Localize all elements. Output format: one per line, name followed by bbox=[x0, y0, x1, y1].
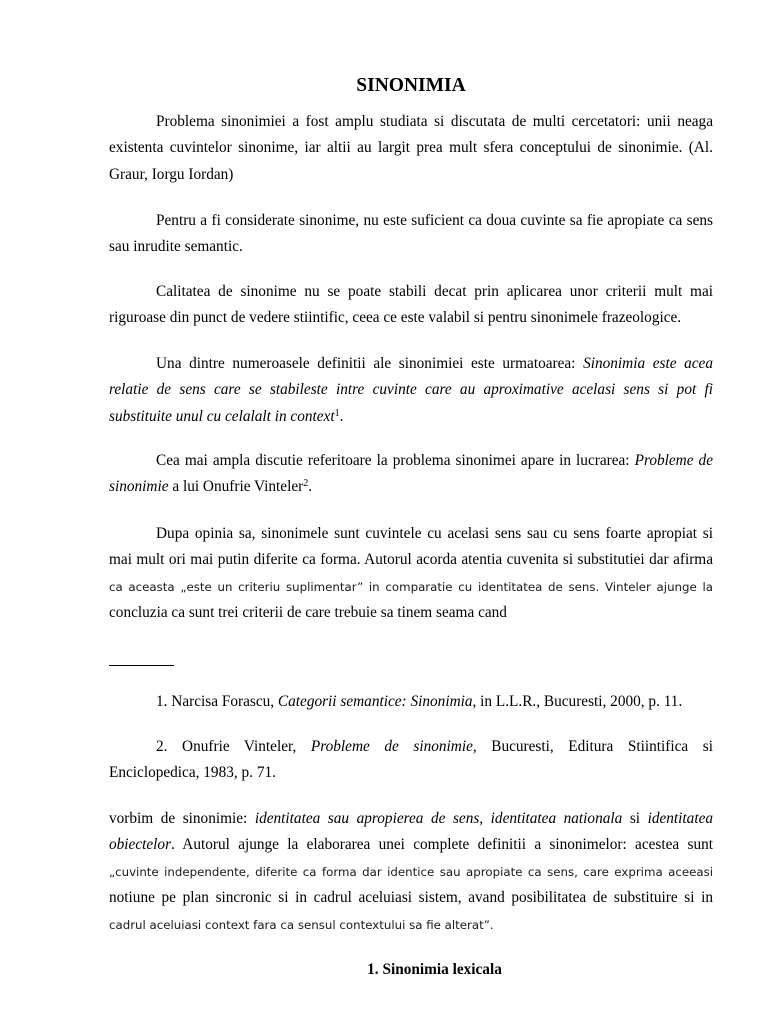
text-run: . bbox=[339, 407, 344, 425]
text-line: relatie de sens care se stabileste intre cuvinte care au aproximative acelasi sens si pot fi bbox=[109, 381, 713, 399]
text-line: Pentru a fi considerate sinonime, nu este suficient ca doua cuvinte sa fie apropiate ca sens bbox=[156, 211, 713, 229]
paragraph bbox=[109, 448, 713, 501]
text-line: Graur, Iorgu Iordan) bbox=[109, 165, 234, 183]
text-line: riguroase din punct de vedere stiintific, ceea ce este valabil si pentru sinonimele frazeologice. bbox=[109, 309, 682, 327]
paragraph bbox=[109, 351, 713, 431]
text-line bbox=[109, 832, 713, 859]
italic-text-run: Probleme de sinonimie bbox=[310, 737, 473, 755]
text-line bbox=[109, 404, 713, 431]
text-run: . Autorul ajunge la elaborarea unei complete definitii a sinonimelor: acestea sunt bbox=[171, 836, 713, 854]
text-run: 1. Narcisa Forascu, bbox=[156, 692, 278, 710]
text-run: si bbox=[622, 809, 648, 827]
text-line: Calitatea de sinonime nu se poate stabili decat prin aplicarea unor criterii mult mai bbox=[156, 282, 713, 300]
text-line: mai mult ori mai putin diferite ca forma. Autorul acorda atentia cuvenita si substitutiei dar afirma bbox=[109, 551, 713, 569]
page-title: SINONIMIA bbox=[356, 74, 466, 96]
italic-text-run: substituite unul cu celalalt in context bbox=[109, 407, 335, 425]
italic-text-run: Probleme de bbox=[634, 451, 713, 469]
italic-text-run: Sinonimia este acea bbox=[583, 354, 713, 372]
text-run: a lui Onufrie Vinteler bbox=[168, 478, 304, 496]
italic-text-run: sinonimie bbox=[109, 478, 169, 496]
italic-text-run: obiectelor bbox=[109, 836, 172, 854]
text-line bbox=[109, 806, 713, 833]
text-line bbox=[109, 689, 713, 716]
text-run: vorbim de sinonimie: bbox=[109, 809, 255, 827]
text-run: Cea mai ampla discutie referitoare la problema sinonimei apare in lucrarea: bbox=[156, 451, 635, 469]
text-line bbox=[109, 734, 713, 761]
footnote-separator bbox=[109, 665, 174, 666]
text-line: sau inrudite semantic. bbox=[109, 238, 243, 256]
text-line: Enciclopedica, 1983, p. 71. bbox=[109, 764, 276, 782]
text-line: concluzia ca sunt trei criterii de care trebuie sa tinem seama cand bbox=[109, 604, 507, 622]
text-line bbox=[109, 351, 713, 378]
footnote bbox=[109, 734, 713, 787]
text-run: , in L.L.R., Bucuresti, 2000, p. 11. bbox=[472, 692, 683, 710]
text-line: existenta cuvintelor sinonime, iar altii au largit prea mult sfera conceptului de sinonimie. (Al. bbox=[109, 139, 713, 157]
footnote bbox=[109, 689, 713, 716]
paragraph bbox=[109, 208, 713, 261]
italic-text-run: identitatea bbox=[647, 809, 714, 827]
text-line: ca aceasta „este un criteriu suplimentar” in comparatie cu identitatea de sens. Vinteler ajunge la bbox=[109, 579, 713, 594]
text-line bbox=[109, 448, 713, 475]
paragraph bbox=[109, 109, 713, 189]
text-run: 2. Onufrie Vinteler, bbox=[156, 737, 311, 755]
text-line: Dupa opinia sa, sinonimele sunt cuvintele cu acelasi sens sau cu sens foarte apropiat si bbox=[156, 524, 713, 542]
text-run: Una dintre numeroasele definitii ale sinonimiei este urmatoarea: bbox=[156, 354, 584, 372]
footnote-ref: 1 bbox=[334, 407, 340, 419]
italic-text-run: identitatea sau apropierea de sens, identitatea nationala bbox=[254, 809, 623, 827]
paragraph bbox=[109, 806, 713, 939]
text-line bbox=[109, 474, 713, 501]
text-run: . bbox=[308, 478, 313, 496]
footnote-ref: 2 bbox=[303, 478, 309, 490]
text-run: , Bucuresti, Editura Stiintifica si bbox=[472, 737, 713, 755]
text-line: notiune pe plan sincronic si in cadrul aceluiasi sistem, avand posibilitatea de substituire si in bbox=[109, 889, 713, 907]
italic-text-run: Categorii semantice: Sinonimia bbox=[277, 692, 473, 710]
paragraph bbox=[109, 521, 713, 627]
paragraph bbox=[109, 279, 713, 332]
text-line: Problema sinonimiei a fost amplu studiata si discutata de multi cercetatori: unii neaga bbox=[156, 112, 713, 130]
text-line: cadrul aceluiasi context fara ca sensul contextului sa fie alterat”. bbox=[109, 917, 494, 932]
text-line: „cuvinte independente, diferite ca forma dar identice sau apropiate ca sens, care exprima aceeasi bbox=[109, 864, 713, 879]
section-heading: 1. Sinonimia lexicala bbox=[367, 960, 502, 978]
